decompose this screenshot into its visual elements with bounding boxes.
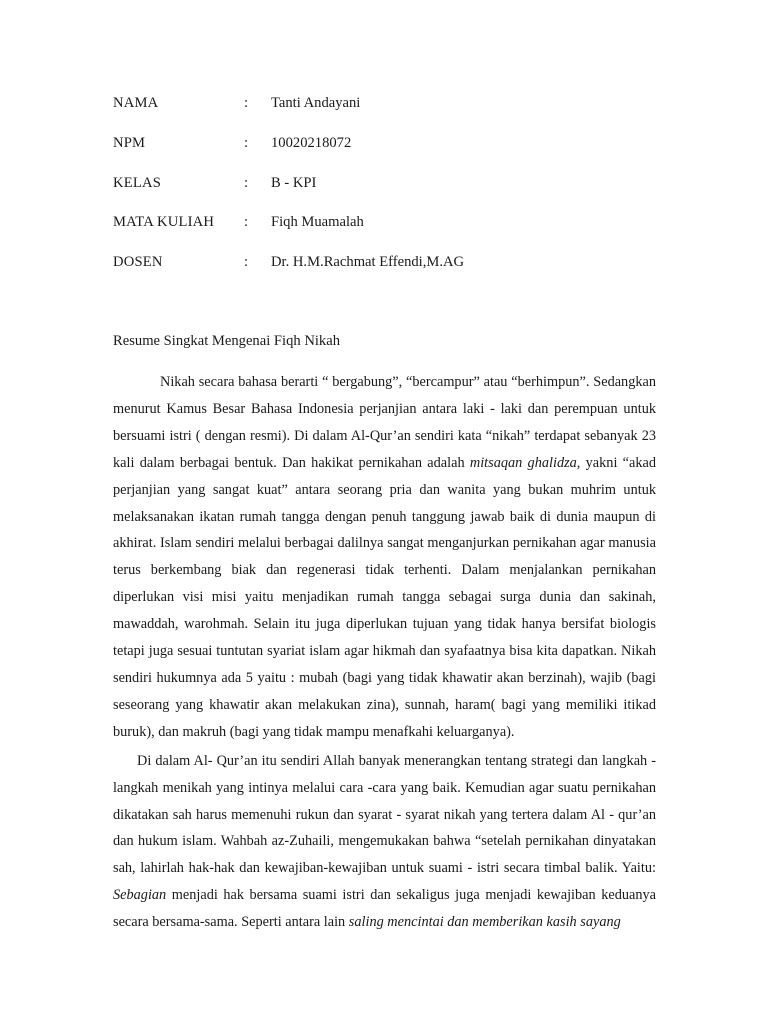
identity-value: Dr. H.M.Rachmat Effendi,M.AG (271, 254, 465, 271)
identity-block (113, 91, 673, 290)
identity-separator: : (244, 254, 249, 271)
paragraph-2-italic-term-1: Sebagian (113, 887, 167, 904)
paragraph-1 (113, 369, 656, 746)
identity-value: 10020218072 (271, 134, 352, 151)
paragraph-2-italic-term-2: saling mencintai dan memberikan kasih sayang (348, 914, 621, 931)
paragraph-2-text-a: Di dalam Al- Qur’an itu sendiri Allah banyak menerangkan tentang strategi dan langkah - langkah menikah yang intinya melalui cara -cara yang baik. Kemudian agar suatu pernikahan dikatakan sah harus memenuhi rukun dan syarat - syarat nikah yang tertera dalam Al - qur’an dan hukum islam. Wahbah az-Zuhaili, mengemukakan bahwa “setelah pernikahan dinyatakan sah, lahirlah hak-hak dan kewajiban-kewajiban untuk suami - istri secara timbal balik. Yaitu: (113, 752, 656, 877)
identity-row-kelas (113, 171, 673, 211)
identity-row-dosen (113, 250, 673, 290)
identity-separator: : (244, 95, 249, 111)
identity-label: KELAS (113, 174, 162, 191)
paragraph-2 (113, 748, 656, 936)
identity-value: Fiqh Muamalah (271, 214, 364, 231)
identity-row-nama (113, 91, 673, 131)
paragraph-2-text-b: menjadi hak bersama suami istri dan sekaligus juga menjadi kewajiban keduanya secara bersama-sama. Seperti antara lain (113, 887, 656, 931)
identity-row-npm (113, 131, 673, 171)
paragraph-1-italic-term: mitsaqan ghalidza, (469, 454, 581, 471)
paragraph-1-text-a: Nikah secara bahasa berarti “ bergabung”, “bercampur” atau “berhimpun”. Sedangkan menurut Kamus Besar Bahasa Indonesia perjanjian antara laki - laki dan perempuan untuk bersuami istri ( dengan resmi). Di dalam Al-Qur’an sendiri kata “nikah” terdapat sebanyak 23 kali dalam berbagai bentuk. Dan hakikat pernikahan adalah (113, 374, 656, 471)
document-body (113, 369, 656, 936)
identity-value: B - KPI (271, 174, 317, 191)
identity-label: NAMA (113, 95, 159, 111)
identity-label: MATA KULIAH (113, 214, 215, 231)
identity-separator: : (244, 174, 249, 191)
identity-row-mata-kuliah (113, 210, 673, 250)
identity-separator: : (244, 134, 249, 151)
document-title: Resume Singkat Mengenai Fiqh Nikah (113, 333, 340, 349)
identity-label: NPM (113, 134, 146, 151)
paragraph-1-text-b: yakni “akad perjanjian yang sangat kuat” antara seorang pria dan wanita yang bukan muhrim untuk melaksanakan ikatan rumah tangga dengan penuh tanggung jawab baik di dunia maupun di akhirat. Islam sendiri melalui berbagai dalilnya sangat menganjurkan pernikahan agar manusia terus berkembang biak dan regenerasi tidak terhenti. Dalam menjalankan pernikahan diperlukan visi misi yaitu menjadikan rumah tangga sebagai surga dunia dan sakinah, mawaddah, warohmah. Selain itu juga diperlukan tujuan yang tidak hanya bersifat biologis tetapi juga sesuai tuntutan syariat islam agar hikmah dan syafaatnya bisa kita dapatkan. Nikah sendiri hukumnya ada 5 yaitu : mubah (bagi yang tidak khawatir akan berzinah), wajib (bagi seseorang yang khawatir akan melakukan zina), sunnah, haram( bagi yang memiliki itikad buruk), dan makruh (bagi yang tidak mampu menafkahi keluarganya). (113, 454, 657, 740)
identity-value: Tanti Andayani (271, 95, 361, 111)
identity-separator: : (244, 214, 249, 231)
identity-label: DOSEN (113, 254, 163, 271)
